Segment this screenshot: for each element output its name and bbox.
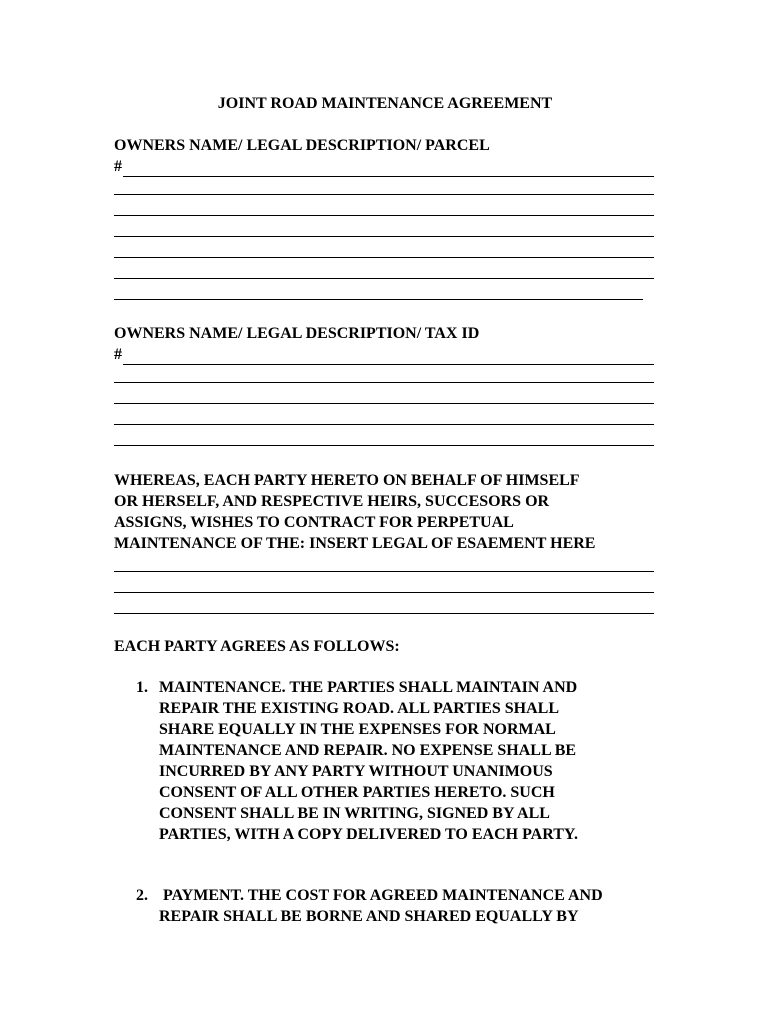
list-item-line: SHARE EQUALLY IN THE EXPENSES FOR NORMAL	[159, 721, 556, 738]
list-item-line: PARTIES, WITH A COPY DELIVERED TO EACH PARTY.	[159, 826, 578, 843]
easement-blank-line[interactable]	[114, 596, 654, 617]
taxid-hash-label: #	[114, 346, 122, 363]
taxid-blank-line[interactable]	[114, 407, 654, 428]
taxid-blank-line[interactable]	[114, 365, 654, 386]
parcel-blank-line[interactable]	[114, 282, 654, 303]
whereas-line: WHEREAS, EACH PARTY HERETO ON BEHALF OF HIMSELF	[114, 472, 580, 489]
parcel-number-field[interactable]	[123, 160, 654, 177]
taxid-number-line[interactable]	[114, 344, 654, 365]
list-item-number: 2.	[136, 887, 148, 904]
taxid-number-field[interactable]	[123, 348, 654, 365]
list-item-line: CONSENT OF ALL OTHER PARTIES HERETO. SUCH	[159, 784, 555, 801]
list-item-line: MAINTENANCE. THE PARTIES SHALL MAINTAIN AND	[159, 679, 578, 696]
list-item-line: REPAIR SHALL BE BORNE AND SHARED EQUALLY BY	[159, 908, 579, 925]
list-item-line: PAYMENT. THE COST FOR AGREED MAINTENANCE AND	[159, 887, 603, 904]
taxid-blank-line[interactable]	[114, 386, 654, 407]
parcel-number-line[interactable]	[114, 156, 654, 177]
list-item-line: MAINTENANCE AND REPAIR. NO EXPENSE SHALL BE	[159, 742, 577, 759]
document-title: JOINT ROAD MAINTENANCE AGREEMENT	[217, 95, 553, 112]
agrees-heading: EACH PARTY AGREES AS FOLLOWS:	[114, 638, 400, 655]
easement-blank-line[interactable]	[114, 554, 654, 575]
parcel-blank-line[interactable]	[114, 219, 654, 240]
parcel-blank-line[interactable]	[114, 240, 654, 261]
parcel-hash-label: #	[114, 158, 122, 175]
parcel-blank-line[interactable]	[114, 261, 654, 282]
taxid-section	[114, 324, 654, 449]
list-item-line: INCURRED BY ANY PARTY WITHOUT UNANIMOUS	[159, 763, 553, 780]
whereas-line: ASSIGNS, WISHES TO CONTRACT FOR PERPETUAL	[114, 514, 514, 531]
parcel-blank-line[interactable]	[114, 198, 654, 219]
easement-blank-line[interactable]	[114, 575, 654, 596]
parcel-heading: OWNERS NAME/ LEGAL DESCRIPTION/ PARCEL	[114, 137, 490, 154]
parcel-section	[114, 136, 654, 303]
list-item-line: CONSENT SHALL BE IN WRITING, SIGNED BY ALL	[159, 805, 550, 822]
list-item-line: REPAIR THE EXISTING ROAD. ALL PARTIES SHALL	[159, 700, 559, 717]
taxid-blank-line[interactable]	[114, 428, 654, 449]
parcel-blank-line[interactable]	[114, 177, 654, 198]
whereas-section	[114, 470, 654, 617]
list-item-number: 1.	[136, 679, 148, 696]
taxid-heading: OWNERS NAME/ LEGAL DESCRIPTION/ TAX ID	[114, 325, 480, 342]
whereas-line: MAINTENANCE OF THE: INSERT LEGAL OF ESAEMENT HERE	[114, 535, 596, 552]
whereas-line: OR HERSELF, AND RESPECTIVE HEIRS, SUCCESORS OR	[114, 493, 550, 510]
